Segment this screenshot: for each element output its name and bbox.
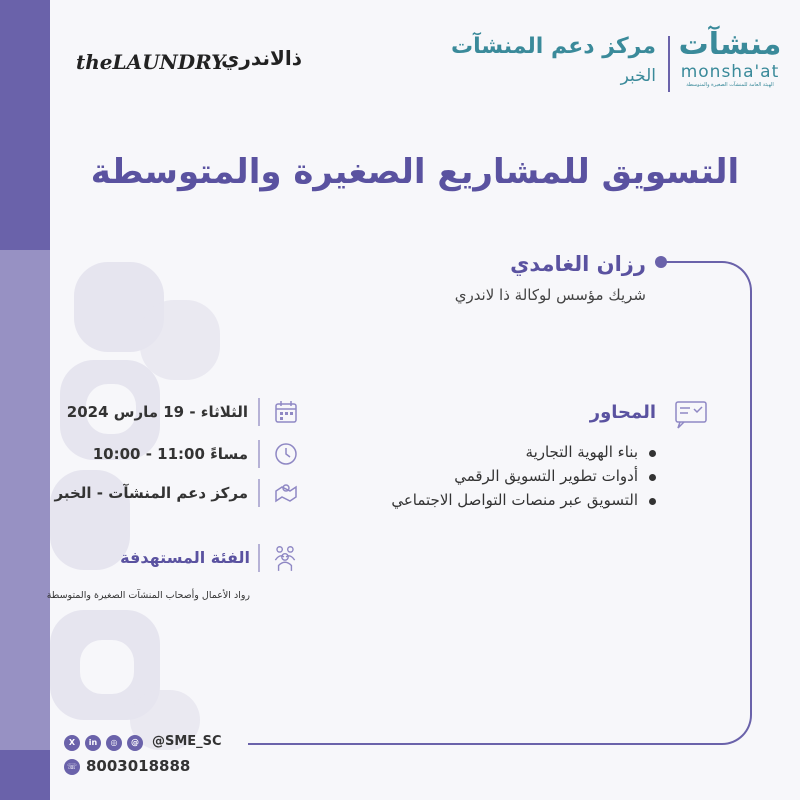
event-location: مركز دعم المنشآت - الخبر (54, 484, 248, 502)
audience-text: رواد الأعمال وأصحاب المنشآت الصغيرة والمتوسطة (46, 590, 250, 601)
location-map-icon (272, 479, 300, 507)
speaker-name: رزان الغامدي (510, 252, 646, 276)
social-handle[interactable]: @SME_SC (152, 734, 222, 749)
monshaat-logo-arabic: منشآت (678, 27, 782, 62)
people-group-icon (270, 543, 300, 573)
instagram-icon[interactable]: ◎ (106, 735, 122, 751)
page-title: التسويق للمشاريع الصغيرة والمتوسطة (90, 152, 740, 192)
topics-title: المحاور (589, 402, 656, 423)
topic-item: بناء الهوية التجارية (256, 443, 656, 461)
laundry-logo-arabic: ذالاندري (221, 46, 302, 70)
x-twitter-icon[interactable]: X (64, 735, 80, 751)
event-date: الثلاثاء - 19 مارس 2024 (66, 403, 248, 421)
decor-shape (140, 300, 220, 380)
presentation-icon (674, 400, 710, 430)
threads-icon[interactable]: @ (127, 735, 143, 751)
monshaat-logo-subtitle: الهيئة العامة للمنشآت الصغيرة والمتوسطة (686, 82, 774, 88)
monshaat-logo-english: monsha'at (680, 62, 780, 82)
topic-item: أدوات تطوير التسويق الرقمي (256, 467, 656, 485)
center-city: الخبر (620, 66, 656, 86)
phone-number[interactable]: 8003018888 (86, 757, 191, 775)
info-separator (258, 544, 260, 572)
header-divider (668, 36, 670, 92)
decor-shape (80, 640, 134, 694)
info-separator (258, 398, 260, 426)
calendar-icon (272, 398, 300, 426)
info-separator (258, 479, 260, 507)
speaker-role: شريك مؤسس لوكالة ذا لاندري (454, 286, 646, 304)
frame-bottom-line (248, 743, 662, 745)
decor-shape (0, 250, 50, 750)
content-frame (660, 261, 752, 745)
clock-icon (272, 440, 300, 468)
info-separator (258, 440, 260, 468)
speaker-dot (655, 256, 667, 268)
topic-item: التسويق عبر منصات التواصل الاجتماعي (256, 491, 656, 509)
laundry-logo: theLAUNDRY (76, 50, 226, 74)
event-time: 10:00 - 11:00 مساءً (92, 445, 248, 463)
phone-icon[interactable]: ☏ (64, 759, 80, 775)
center-name: مركز دعم المنشآت (451, 34, 656, 59)
audience-title: الفئة المستهدفة (120, 548, 250, 567)
linkedin-icon[interactable]: in (85, 735, 101, 751)
